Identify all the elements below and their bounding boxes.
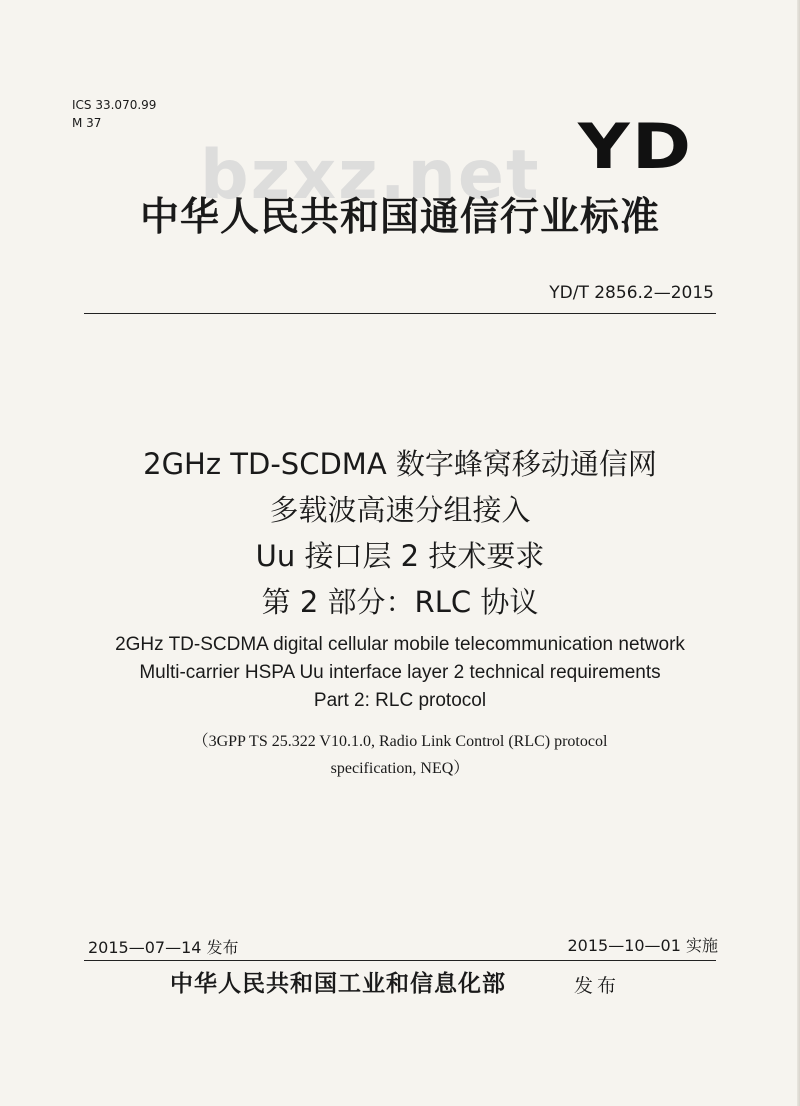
reference-line-1: （3GPP TS 25.322 V10.1.0, Radio Link Control (RLC) protocol xyxy=(192,733,608,750)
publisher-name: 中华人民共和国工业和信息化部 xyxy=(170,970,506,997)
title-en-line-1: 2GHz TD-SCDMA digital cellular mobile telecommunication network xyxy=(115,634,685,655)
reference-line-2: specification, NEQ） xyxy=(330,760,470,777)
title-cn-line-1: 2GHz TD-SCDMA 数字蜂窝移动通信网 xyxy=(143,447,657,481)
bottom-divider xyxy=(84,960,716,961)
watermark: bzxz.net xyxy=(200,136,541,215)
title-en-line-2: Multi-carrier HSPA Uu interface layer 2 technical requirements xyxy=(139,662,661,683)
top-divider xyxy=(84,313,716,314)
issue-date: 2015—07—14 发布 xyxy=(88,938,239,957)
title-cn-line-3: Uu 接口层 2 技术要求 xyxy=(255,539,545,573)
classification-code: M 37 xyxy=(72,116,102,130)
yd-logo: YD xyxy=(578,110,694,183)
standard-number: YD/T 2856.2—2015 xyxy=(549,283,714,303)
ics-code: ICS 33.070.99 xyxy=(72,98,157,112)
standard-category-title: 中华人民共和国通信行业标准 xyxy=(139,195,660,240)
title-cn-line-2: 多载波高速分组接入 xyxy=(269,493,531,527)
title-en-line-3: Part 2: RLC protocol xyxy=(313,690,487,711)
implementation-date: 2015—10—01 实施 xyxy=(567,936,718,955)
publish-label: 发布 xyxy=(574,975,621,997)
title-cn-line-4: 第 2 部分：RLC 协议 xyxy=(261,585,539,619)
